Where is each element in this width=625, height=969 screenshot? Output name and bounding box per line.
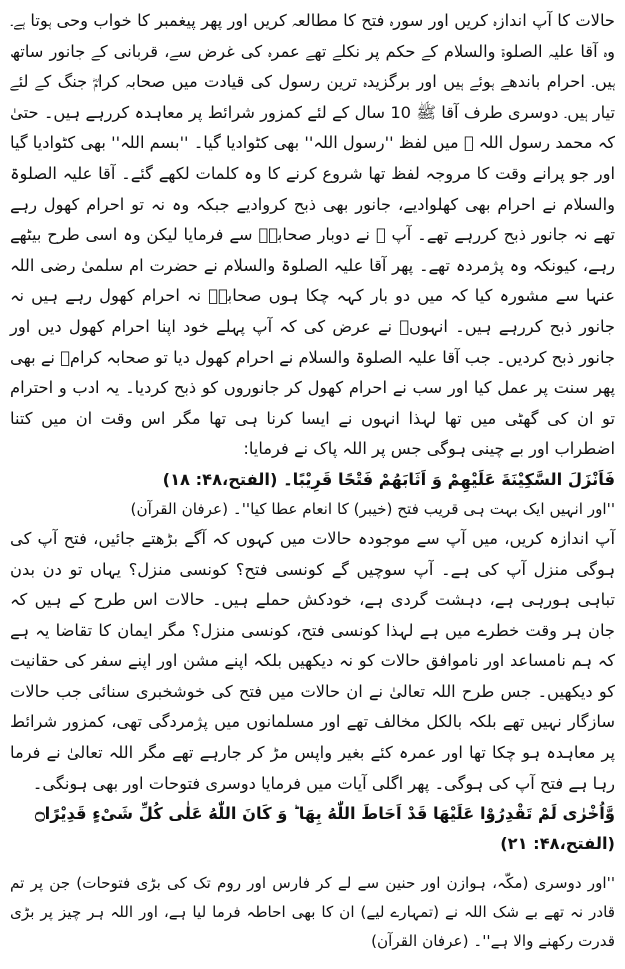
- spacer: [10, 859, 615, 869]
- verse-translation-2: ''اور دوسری (مکّہ، ہوازن اور حنین سے لے کر فارس اور روم تک کی بڑی فتوحات) جن پر تم قادر نہ تھے بے شک اللہ نے (تمہارے لیے) ان کا بھی احاطہ فرما لیا ہے، اور اللہ ہر چیز پر بڑی قدرت رکھنے والا ہے''۔ (عرفان القرآن): [10, 874, 615, 951]
- verse-translation-1: ''اور انہیں ایک بہت ہی قریب فتح (خیبر) کا انعام عطا کیا''۔ (عرفان القرآن): [130, 499, 615, 518]
- body-paragraph-1: حالات کا آپ اندازہ کریں اور سورہ فتح کا مطالعہ کریں اور پھر پیغمبر کا خواب وحی ہوتا ہے۔ وہ آقا علیہ الصلوۃ والسلام کے حکم پر نکلے تھے عمرہ کی غرض سے، قربانی کے جانور ساتھ ہیں۔ احرام باندھے ہوئے ہیں اور برگزیدہ ترین رسول کی قیادت میں صحابہ کرامؓ جنگ کے لئے تیار ہیں۔ دوسری طرف آقا ﷺ 10 سال کے لئے کمزور شرائط پر معاہدہ کررہے ہیں۔ حتیٰ کہ محمد رسول اللہ ﷺ میں لفظ ''رسول اللہ'' بھی کٹوادیا گیا۔ ''بسم اللہ'' بھی کٹوادیا گیا اور جو پرانے وقت کا مروجہ لفظ تھا شروع کرنے کا وہ کلمات لکھے گئے۔ آقا علیہ الصلوۃ والسلام نے احرام بھی کھلوادیے، جانور بھی ذبح کروادیے جبکہ وہ نہ تو احرام کھول رہے تھے نہ جانور ذبح کررہے تھے۔ آپ ﷺ نے دوبار صحابہؓ سے فرمایا لیکن وہ اسی طرح بیٹھے رہے، کیونکہ وہ پژمردہ تھے۔ پھر آقا علیہ الصلوۃ والسلام نے حضرت ام سلمیٰ رضی اللہ عنہا سے مشورہ کیا کہ میں دو بار کہہ چکا ہوں صحابہؓ نہ احرام کھول رہے ہیں نہ جانور ذبح کررہے ہیں۔ انہوںؓ نے عرض کی کہ آپ پہلے خود اپنا احرام کھول دیں اور جانور ذبح کردیں۔ جب آقا علیہ الصلوۃ والسلام نے احرام کھول دیا تو صحابہ کرامؓ نے بھی پھر سنت پر عمل کیا اور سب نے احرام کھول کر جانوروں کو ذبح کردیا۔ یہ ادب و احترام تو ان کی گھٹی میں تھا لہذا انہوں نے ایسا کرنا ہی تھا مگر اس وقت ان میں کتنا اضطراب اور بے چینی ہوگی جس پر اللہ پاک نے فرمایا:: [10, 11, 615, 459]
- body-paragraph-2: آپ اندازہ کریں، میں آپ سے موجودہ حالات میں کہوں کہ آگے بڑھتے جائیں، فتح آپ کی ہوگی منزل آپ کی ہے۔ آپ سوچیں گے کونسی فتح؟ کونسی منزل؟ یہاں تو دن بدن تباہی ہورہی ہے، دہشت گردی ہے، خودکش حملے ہیں۔ حالات اس طرح کے ہیں کہ جان ہر وقت خطرے میں ہے لہذا کونسی فتح، کونسی منزل؟ مگر ایمان کا تقاضا یہ ہے کہ ہم نامساعد اور ناموافق حالات کو نہ دیکھیں بلکہ اپنے مشن اور اپنے سفر کی حقانیت کو دیکھیں۔ جس طرح اللہ تعالیٰ نے ان حالات میں فتح کی خوشخبری سنائی جب حالات سازگار نہیں تھے بلکہ بالکل مخالف تھے اور مسلمانوں میں پژمردگی تھی، کمزور شرائط پر معاہدہ ہو چکا تھا اور عمرہ کئے بغیر واپس مڑ کر جارہے تھے مگر اللہ تعالیٰ نے فرما رہا ہے فتح آپ کی ہوگی۔ پھر اگلی آیات میں فرمایا دوسری فتوحات اور بھی ہونگی۔: [10, 528, 615, 793]
- quran-verse-1: فَاَنْزَلَ السَّكِيْنَةَ عَلَيْهِمْ وَ اَثَابَهُمْ فَتْحًا قَرِيْبًا۔ (الفتح،۴۸: ۱۸): [162, 469, 615, 489]
- quran-verse-2: وَّاُخْرٰى لَمْ تَقْدِرُوْا عَلَيْهَا قَدْ اَحَاطَ اللّٰهُ بِهَا ؕ وَ كَانَ اللّٰهُ عَلٰى كُلِّ شَىْءٍ قَدِيْرًا۝ (الفتح،۴۸: ۲۱): [35, 804, 615, 854]
